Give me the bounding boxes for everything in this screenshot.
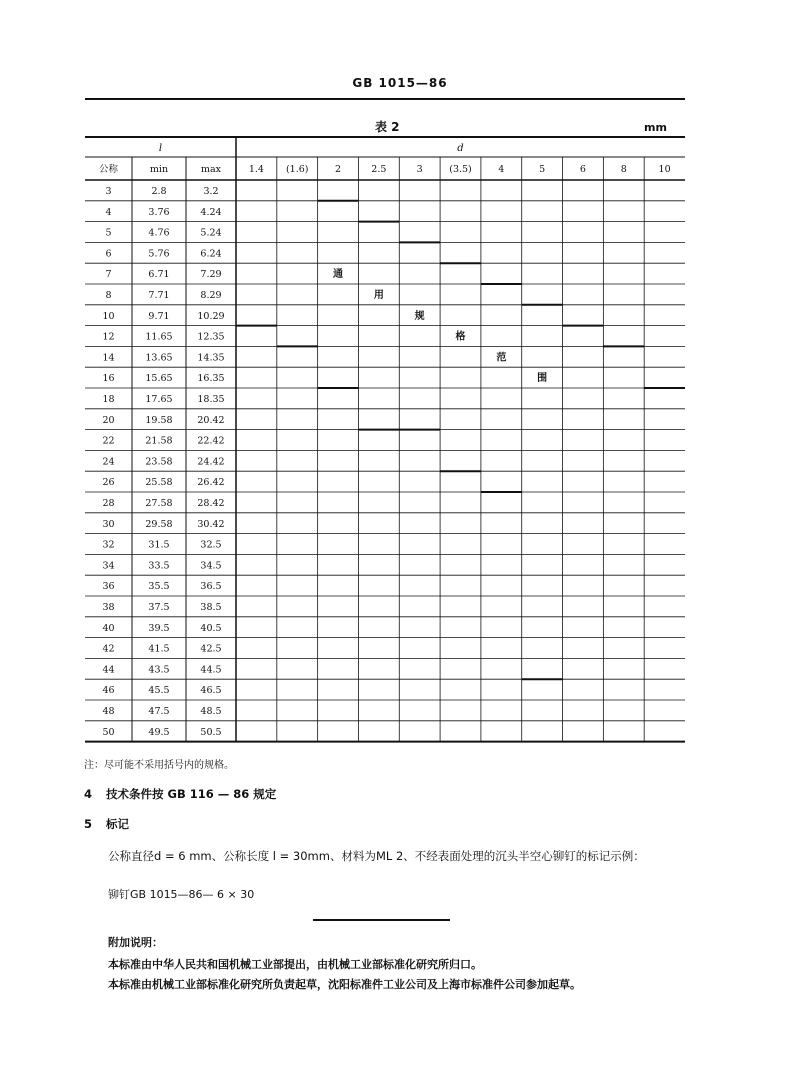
table-cell: 2.8 <box>151 186 167 197</box>
table-cell: 12.35 <box>197 331 225 343</box>
marking-description: 公称直径d = 6 mm、公称长度 l = 30mm、材料为ML 2、不经表面处理的沉头半空心铆钉的标记示例： <box>108 849 645 863</box>
table-cell: 24 <box>102 456 115 468</box>
table-cell: 44.5 <box>200 664 222 676</box>
appendix-title: 附加说明： <box>108 936 163 949</box>
table-cell: 42.5 <box>200 643 222 655</box>
table-cell: 13.65 <box>145 352 173 364</box>
table-cell: 37.5 <box>148 602 170 613</box>
table-cell: 26.42 <box>197 477 225 489</box>
table-cell: 34.5 <box>200 560 222 572</box>
table-cell: 28 <box>102 498 115 509</box>
appendix-line: 本标准由中华人民共和国机械工业部提出，由机械工业部标准化研究所归口。 <box>108 958 482 971</box>
table-cell: 50 <box>102 726 115 738</box>
l-symbol-label: l <box>158 143 163 154</box>
l-column-header: 公称 <box>98 164 119 175</box>
zone-label-char: 通 <box>333 269 344 281</box>
zone-label-char: 围 <box>537 373 548 385</box>
table-cell: 20 <box>102 414 115 426</box>
section-4-heading <box>84 786 276 802</box>
table-cell: 5.76 <box>148 248 170 260</box>
table-cell: 3.76 <box>148 206 170 218</box>
d-column-header: 5 <box>539 164 546 175</box>
d-symbol-label: d <box>457 143 464 154</box>
d-column-header: 2.5 <box>371 164 387 175</box>
table-cell: 30 <box>102 518 115 530</box>
table-cell: 6 <box>105 248 112 260</box>
table-cell: 46.5 <box>200 685 222 697</box>
table-cell: 14 <box>102 352 115 364</box>
table-cell: 47.5 <box>148 706 170 717</box>
table-cell: 19.58 <box>145 414 173 426</box>
table-cell: 38 <box>102 602 115 613</box>
table-cell: 38.5 <box>200 602 222 613</box>
d-column-header: 6 <box>579 164 586 175</box>
table-cell: 20.42 <box>197 414 225 426</box>
table-cell: 48.5 <box>200 706 222 717</box>
table-cell: 49.5 <box>148 726 170 738</box>
d-column-header: 8 <box>620 164 627 175</box>
table-cell: 30.42 <box>197 518 225 530</box>
table-unit: mm <box>644 121 667 134</box>
section-title: 技术条件按 GB 116 — 86 规定 <box>106 787 277 801</box>
table-cell: 6.71 <box>148 269 170 281</box>
table-cell: 22 <box>102 435 115 447</box>
table-cell: 6.24 <box>200 248 222 260</box>
d-column-header: (3.5) <box>449 164 472 175</box>
table-cell: 16.35 <box>197 373 225 385</box>
table-cell: 11.65 <box>145 331 173 343</box>
table-cell: 7.71 <box>148 290 170 301</box>
table-cell: 36 <box>102 581 115 593</box>
section-number: 5 <box>84 817 93 831</box>
zone-label-char: 范 <box>496 352 507 364</box>
table-cell: 10 <box>102 310 115 322</box>
table-cell: 40 <box>102 622 115 634</box>
table-cell: 25.58 <box>145 477 173 489</box>
table-cell: 39.5 <box>148 622 170 634</box>
table-cell: 34 <box>102 560 115 572</box>
table-cell: 48 <box>102 706 115 717</box>
table-cell: 46 <box>102 685 115 697</box>
zone-label-char: 规 <box>414 310 425 322</box>
table-cell: 15.65 <box>145 373 173 385</box>
table-cell: 41.5 <box>148 643 170 655</box>
table-cell: 17.65 <box>145 394 173 405</box>
table-cell: 3 <box>105 186 112 197</box>
appendix-line: 本标准由机械工业部标准化研究所负责起草，沈阳标准件工业公司及上海市标准件公司参加起草。 <box>108 978 581 991</box>
table-cell: 4 <box>105 206 112 218</box>
d-column-header: 4 <box>498 164 505 175</box>
table-cell: 43.5 <box>148 664 170 676</box>
table-cell: 36.5 <box>200 581 222 593</box>
table-cell: 16 <box>102 373 115 385</box>
table-cell: 32 <box>102 539 115 551</box>
table-cell: 4.76 <box>148 227 170 239</box>
table-cell: 44 <box>102 664 115 676</box>
table-caption: 表 2 <box>375 120 400 134</box>
d-column-header: 10 <box>658 164 671 175</box>
table-cell: 5.24 <box>200 227 222 239</box>
d-column-header: 2 <box>335 164 342 175</box>
d-column-header: (1.6) <box>285 164 309 175</box>
table-cell: 5 <box>105 227 112 239</box>
table-cell: 50.5 <box>200 726 222 738</box>
table-cell: 29.58 <box>145 518 173 530</box>
table-cell: 21.58 <box>145 435 173 447</box>
section-5-heading <box>84 816 129 832</box>
section-number: 4 <box>84 787 93 801</box>
table-cell: 31.5 <box>148 539 170 551</box>
marking-example: 铆钉GB 1015—86— 6 × 30 <box>108 888 255 901</box>
table-cell: 22.42 <box>197 435 225 447</box>
standard-header: GB 1015—86 <box>352 76 448 90</box>
d-column-header: 3 <box>416 164 423 175</box>
table-cell: 10.29 <box>197 310 225 322</box>
table-cell: 14.35 <box>197 352 225 364</box>
table-cell: 42 <box>102 643 115 655</box>
table-cell: 7 <box>105 269 112 281</box>
table-cell: 24.42 <box>197 456 225 468</box>
table-cell: 26 <box>102 477 115 489</box>
table-cell: 9.71 <box>148 310 170 322</box>
table-cell: 8.29 <box>200 290 222 301</box>
table-cell: 35.5 <box>148 581 170 593</box>
table-cell: 28.42 <box>197 498 225 509</box>
table-cell: 12 <box>102 331 115 343</box>
l-column-header: min <box>149 164 169 175</box>
short-rule <box>313 919 450 921</box>
table-note: 注：尽可能不采用括号内的规格。 <box>84 760 234 771</box>
l-column-header: max <box>200 164 222 175</box>
d-column-header: 1.4 <box>248 164 264 175</box>
zone-label-char: 用 <box>373 290 384 301</box>
zone-label-char: 格 <box>455 331 466 343</box>
table-cell: 45.5 <box>148 685 170 697</box>
table-cell: 33.5 <box>148 560 170 572</box>
table-cell: 4.24 <box>200 206 222 218</box>
table-cell: 8 <box>105 290 112 301</box>
table-cell: 18 <box>102 394 115 405</box>
table-cell: 7.29 <box>200 269 222 281</box>
table-cell: 40.5 <box>200 622 222 634</box>
table-cell: 32.5 <box>200 539 222 551</box>
table-cell: 23.58 <box>145 456 173 468</box>
table-cell: 3.2 <box>203 186 219 197</box>
section-title: 标记 <box>106 817 129 831</box>
table-cell: 27.58 <box>145 498 173 509</box>
table-cell: 18.35 <box>197 394 225 405</box>
